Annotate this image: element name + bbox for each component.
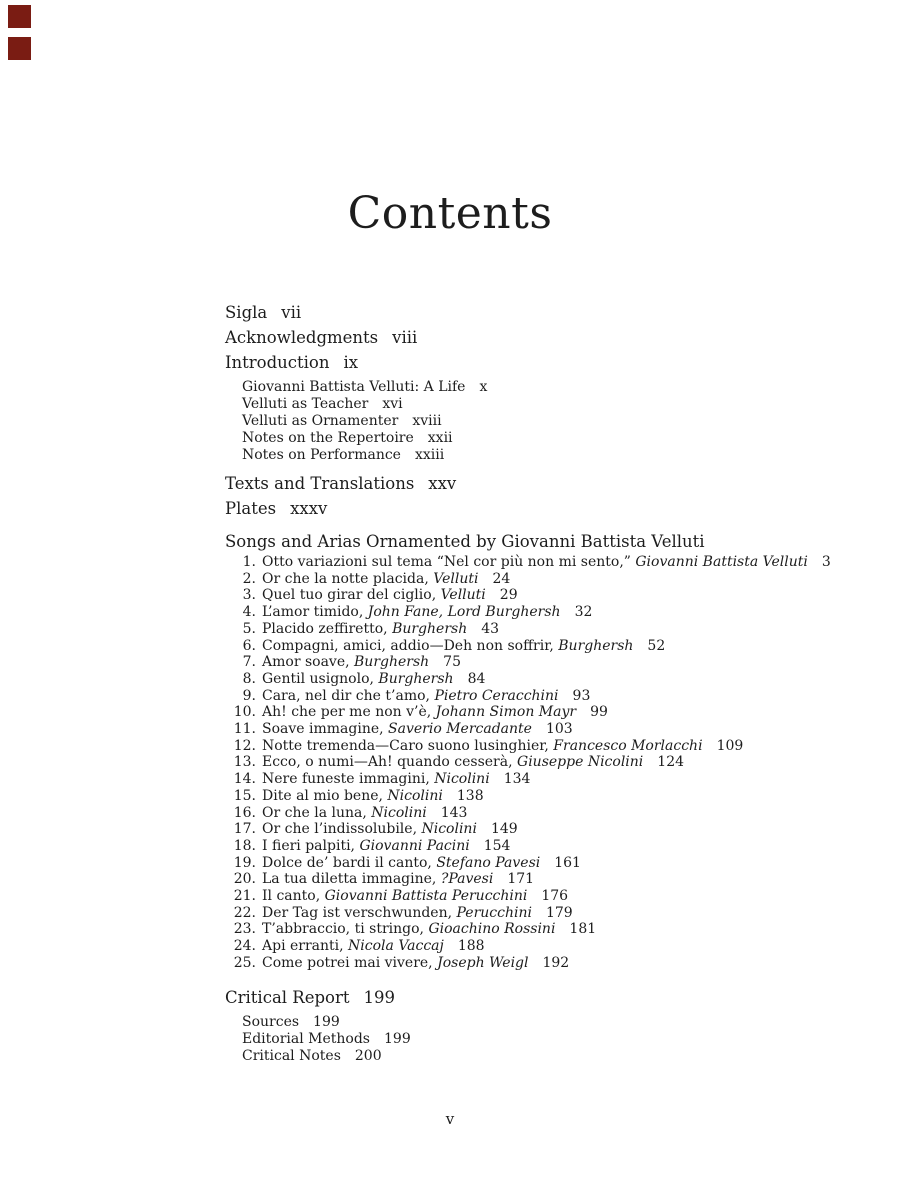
song-title: Il canto, [262,888,321,905]
song-title: La tua diletta immagine, [262,871,437,888]
toc-song-entry [225,671,865,688]
song-title: Or che l’indissolubile, [262,821,418,838]
corner-marks [8,5,31,69]
song-title: Quel tuo girar del ciglio, [262,587,437,604]
song-page-number: 103 [545,721,573,738]
song-page-number: 143 [440,804,468,821]
corner-mark [8,37,31,60]
toc-entry-page: xxv [428,474,457,493]
toc-entry-label: Plates [225,499,277,518]
toc-song-entry [225,788,865,805]
song-composer: Giovanni Battista Velluti [635,554,808,570]
song-composer: Burghersh [354,654,430,671]
song-composer: Giovanni Battista Perucchini [324,888,528,905]
song-number: 12. [233,737,256,754]
song-text [262,821,518,838]
song-page-number: 93 [572,687,591,704]
song-title: Soave immagine, [262,721,384,738]
toc-entry-texts-and-translations [225,471,865,496]
song-number: 5. [242,620,256,637]
song-text [262,871,534,888]
toc-subentry-label: Velluti as Teacher [242,396,369,412]
toc-entry-page: 199 [363,987,395,1007]
song-page-number: 32 [574,604,593,621]
song-composer: ?Pavesi [440,871,494,888]
toc-song-entry [225,738,865,755]
song-text [262,805,467,822]
song-page-number: 149 [490,821,518,838]
song-page-number: 3 [821,554,831,570]
song-text [262,888,568,905]
toc-subentry [242,1031,865,1048]
song-title: Ah! che per me non v’è, [262,704,432,721]
song-number: 14. [233,771,256,788]
toc-subentry-label: Notes on Performance [242,447,401,463]
song-page-number: 52 [647,637,666,654]
song-title: Der Tag ist verschwunden, [262,904,453,921]
song-composer: Giovanni Pacini [359,837,470,854]
song-text [262,955,569,972]
toc-subentry [242,1014,865,1031]
toc-entry-plates [225,496,865,521]
song-number: 15. [233,787,256,804]
song-text [262,604,592,621]
toc-entry-page: ix [343,353,359,372]
song-text [262,838,510,855]
song-page-number: 176 [541,888,569,905]
song-title: L’amor timido, [262,604,364,621]
song-title: Gentil usignolo, [262,670,374,687]
song-number: 3. [242,587,256,604]
song-composer: Burghersh [392,620,468,637]
toc-subentry-label: Velluti as Ornamenter [242,413,399,429]
toc-song-entry [225,587,865,604]
song-number: 19. [233,854,256,871]
song-title: T’abbraccio, ti stringo, [262,921,424,938]
song-composer: Nicolini [434,771,490,788]
song-page-number: 134 [503,771,531,788]
toc-song-entry [225,704,865,721]
song-composer: Velluti [433,570,479,587]
song-number: 6. [242,637,256,654]
song-composer: Joseph Weigl [437,954,529,971]
toc-song-entry [225,771,865,788]
song-text [262,638,665,655]
song-number: 1. [242,554,256,570]
song-text [262,738,743,755]
song-title: I fieri palpiti, [262,837,356,854]
toc-subentry-label: Sources [242,1013,300,1030]
song-composer: Giuseppe Nicolini [517,754,644,771]
song-number: 13. [233,754,256,771]
song-composer: Burghersh [558,637,634,654]
song-page-number: 43 [481,620,500,637]
song-text [262,754,684,771]
song-number: 9. [242,687,256,704]
song-title: Cara, nel dir che t’amo, [262,687,430,704]
song-text [262,654,461,671]
toc-song-entry [225,821,865,838]
toc-song-entry [225,721,865,738]
song-text [262,921,596,938]
song-composer: Nicola Vaccaj [348,938,444,955]
toc-subentry [242,379,865,396]
song-text [262,704,608,721]
song-title: Api erranti, [262,938,344,955]
song-text [262,554,831,571]
song-title: Dolce de’ bardi il canto, [262,854,432,871]
songs-section-heading: Songs and Arias Ornamented by Giovanni Battista Velluti [225,532,705,551]
toc-song-entry [225,805,865,822]
toc-entry-page: xxxv [290,499,328,518]
toc-song-entry [225,938,865,955]
song-title: Or che la luna, [262,804,367,821]
songs-list [225,554,865,972]
song-title: Nere funeste immagini, [262,771,430,788]
song-text [262,855,581,872]
introduction-subentries [242,379,865,464]
song-page-number: 99 [590,704,608,721]
toc-subentry-page: x [479,379,488,395]
toc-subentry-label: Editorial Methods [242,1030,370,1047]
toc-entry-introduction [225,350,865,375]
song-number: 8. [242,670,256,687]
song-composer: Perucchini [456,904,532,921]
toc-song-entry [225,621,865,638]
song-page-number: 109 [716,737,744,754]
song-number: 18. [233,837,256,854]
song-text [262,587,518,604]
toc-entry-label: Acknowledgments [225,328,379,347]
song-title: Come potrei mai vivere, [262,954,433,971]
song-page-number: 181 [569,921,597,938]
song-title: Dite al mio bene, [262,787,383,804]
song-text [262,788,484,805]
toc-song-entry [225,888,865,905]
song-number: 22. [233,904,256,921]
song-title: Placido zeffiretto, [262,620,388,637]
table-of-contents [225,300,865,1072]
song-title: Otto variazioni sul tema “Nel cor più non mi sento,” [262,554,631,570]
toc-entry-label: Texts and Translations [225,474,415,493]
toc-subentry-label: Critical Notes [242,1047,341,1064]
toc-subentry [242,447,865,464]
song-title: Amor soave, [262,654,350,671]
song-text [262,671,485,688]
toc-subentry-page: 200 [354,1047,382,1064]
song-title: Or che la notte placida, [262,570,429,587]
song-composer: Burghersh [378,670,454,687]
toc-song-entry [225,871,865,888]
song-page-number: 154 [483,837,511,854]
song-number: 25. [233,954,256,971]
song-number: 20. [233,871,256,888]
song-composer: Saverio Mercadante [388,721,532,738]
song-page-number: 24 [492,570,511,587]
song-text [262,688,590,705]
song-number: 4. [242,604,256,621]
song-page-number: 75 [443,654,461,671]
page-title: Contents [347,188,553,239]
toc-entry-sigla [225,300,865,325]
critical-report-subentries [242,1014,865,1065]
toc-song-entry [225,855,865,872]
toc-subentry-page: xvi [382,396,403,412]
toc-entry-page: viii [392,328,418,347]
song-number: 7. [242,654,256,671]
song-composer: Nicolini [371,804,427,821]
song-title: Compagni, amici, addio—Deh non soffrir, [262,637,554,654]
toc-subentry [242,413,865,430]
song-page-number: 138 [456,787,484,804]
song-page-number: 171 [507,871,535,888]
toc-song-entry [225,638,865,655]
song-number: 17. [233,821,256,838]
song-title: Ecco, o numi—Ah! quando cesserà, [262,754,513,771]
song-page-number: 124 [657,754,685,771]
toc-subentry-page: xxii [427,430,453,446]
toc-entry-label: Introduction [225,353,330,372]
toc-song-entry [225,921,865,938]
song-page-number: 161 [554,854,581,871]
song-number: 23. [233,921,256,938]
song-composer: Pietro Ceracchini [434,687,559,704]
song-number: 24. [233,938,256,955]
song-page-number: 29 [499,587,518,604]
song-composer: Francesco Morlacchi [553,737,703,754]
song-composer: Gioachino Rossini [428,921,556,938]
song-composer: Stefano Pavesi [436,854,541,871]
song-page-number: 179 [545,904,573,921]
song-title: Notte tremenda—Caro suono lusinghier, [262,737,549,754]
toc-subentry [242,1048,865,1065]
song-number: 2. [242,570,256,587]
toc-subentry-label: Notes on the Repertoire [242,430,414,446]
song-text [262,721,573,738]
song-text [262,621,499,638]
toc-entry-label: Critical Report [225,987,350,1007]
toc-song-entry [225,688,865,705]
song-text [262,905,573,922]
song-text [262,571,510,588]
song-page-number: 84 [467,670,486,687]
toc-song-entry [225,754,865,771]
toc-subentry-page: xviii [412,413,442,429]
toc-entry-page: vii [281,303,302,322]
toc-song-entry [225,838,865,855]
toc-entry-label: Sigla [225,303,268,322]
song-composer: Johann Simon Mayr [435,704,577,721]
song-text [262,938,485,955]
song-composer: John Fane, Lord Burghersh [367,604,561,621]
corner-mark [8,5,31,28]
toc-subentry [242,430,865,447]
song-page-number: 188 [457,938,485,955]
toc-subentry-page: 199 [384,1030,411,1047]
toc-subentry-page: 199 [313,1013,340,1030]
toc-subentry-label: Giovanni Battista Velluti: A Life [242,379,466,395]
song-number: 21. [233,888,256,905]
toc-song-entry [225,905,865,922]
song-text [262,771,530,788]
folio-page-number: v [445,1110,455,1128]
toc-subentry-page: xxiii [414,447,445,463]
toc-subentry [242,396,865,413]
song-number: 16. [233,804,256,821]
toc-song-entry [225,654,865,671]
toc-song-entry [225,955,865,972]
toc-song-entry [225,571,865,588]
toc-entry-critical-report [225,985,865,1010]
toc-song-entry [225,604,865,621]
song-page-number: 192 [542,954,570,971]
song-composer: Nicolini [421,821,477,838]
song-number: 11. [233,721,256,738]
song-number: 10. [233,704,256,721]
song-composer: Nicolini [387,787,443,804]
song-composer: Velluti [440,587,486,604]
toc-entry-acknowledgments [225,325,865,350]
toc-song-entry [225,554,865,571]
